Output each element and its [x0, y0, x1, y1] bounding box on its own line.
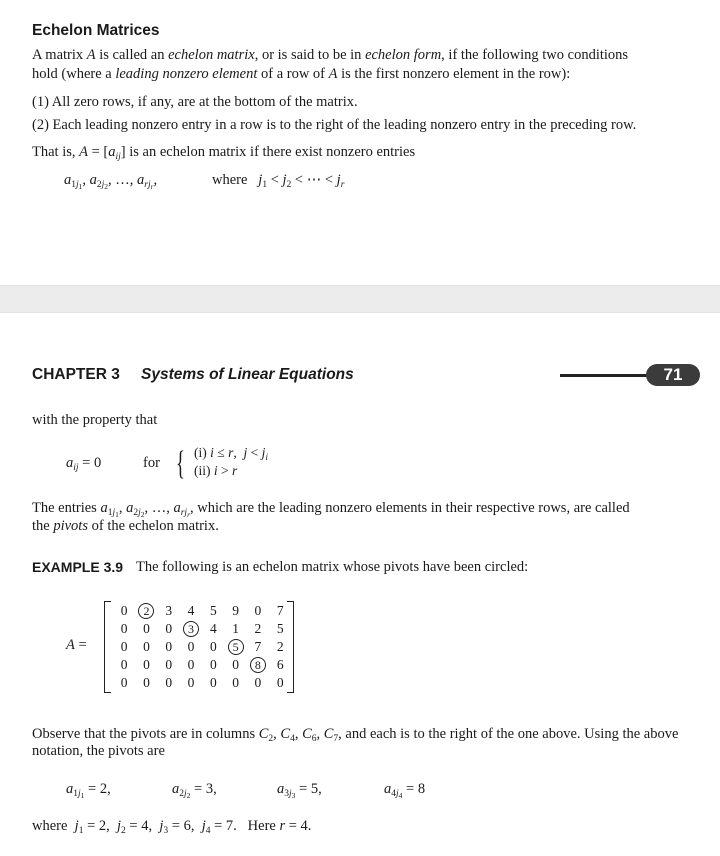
pivot-value-1: $a_{1j_1} = 2$, [66, 781, 111, 800]
matrix-cell: 0 [120, 621, 128, 636]
matrix-row-4 [113, 656, 291, 674]
example-caption: The following is an echelon matrix whose pivots have been circled: [136, 559, 529, 575]
matrix-cell: 0 [209, 639, 217, 654]
closing-line: where $j_1 = 2$, $j_2 = 4$, $j_3 = 6$, $j_4 = 7$. Here r = 4. [32, 818, 312, 836]
chapter-title: Systems of Linear Equations [141, 366, 354, 383]
pivots-line-1: The entries $a_{1j_1}$, $a_{2j_2}$, …, $a_{rj_r}$, which are the leading nonzero elements in their respective rows, are called [32, 500, 630, 519]
matrix-cell: 0 [143, 639, 150, 654]
matrix-cell: 0 [209, 675, 217, 690]
matrix-cell: 0 [120, 675, 128, 690]
condition-2: (2) Each leading nonzero entry in a row is to the right of the leading nonzero entry in the preceding row. [32, 117, 637, 133]
chapter-label: CHAPTER 3 [32, 366, 120, 383]
matrix-cell: 0 [232, 675, 239, 690]
nonzero-entries-formula: $a_{1j_1}$, $a_{2j_2}$, …, $a_{rj_r}$, [64, 172, 158, 191]
ordering-formula: where $j_1 < j_2$ < ⋯ < $j_r$ [212, 172, 345, 190]
matrix-cell: 6 [276, 657, 284, 672]
that-is-line: That is, $A = [a_{ij}]$ is an echelon matrix if there exist nonzero entries [32, 144, 416, 162]
matrix-cell: 0 [254, 603, 262, 618]
intro-line-2: hold (where a leading nonzero element of a row of A is the first nonzero element in the row): [32, 66, 571, 82]
matrix-cell: 4 [187, 603, 195, 618]
matrix-cell: 0 [143, 657, 150, 672]
matrix-name: A = [66, 637, 87, 653]
observe-line-1: Observe that the pivots are in columns $C_2$, $C_4$, $C_6$, $C_7$, and each is to the right of the one above. Using the above [32, 726, 679, 744]
matrix-cell: 0 [165, 675, 173, 690]
matrix-cell: 0 [165, 621, 173, 636]
matrix-row-2 [113, 620, 291, 638]
matrix-cell: 2 [276, 639, 284, 654]
pivot-value-2: $a_{2j_2} = 3$, [172, 781, 217, 800]
matrix-cell: 1 [232, 621, 239, 636]
pivot-value-4: $a_{4j_4} = 8$ [384, 781, 426, 800]
page-number: 71 [646, 364, 700, 386]
matrix-row-5 [113, 674, 291, 692]
matrix-cell: 0 [187, 657, 195, 672]
matrix-cell: 0 [120, 657, 128, 672]
matrix-cell: 0 [120, 639, 128, 654]
left-brace: { [176, 445, 185, 482]
page-gap [0, 285, 720, 313]
matrix-cell: 7 [276, 603, 284, 618]
matrix-cell: 0 [232, 657, 239, 672]
case-1: (i) i ≤ r, $j < j_i$ [194, 445, 268, 463]
intro-line-1: A matrix A is called an echelon matrix, or is said to be in echelon form, if the following two conditions [32, 47, 629, 63]
matrix-cell-pivot: 8 [247, 656, 269, 674]
matrix-cell: 0 [276, 675, 284, 690]
matrix-cell: 7 [254, 639, 262, 654]
matrix-cell: 0 [187, 639, 195, 654]
matrix-cell: 0 [143, 675, 150, 690]
condition-1: (1) All zero rows, if any, are at the bottom of the matrix. [32, 94, 358, 110]
example-label: EXAMPLE 3.9 [32, 559, 124, 575]
matrix-cell: 0 [143, 621, 150, 636]
matrix-cell: 4 [209, 621, 217, 636]
matrix-cell-pivot: 2 [135, 602, 157, 620]
matrix-cell-pivot: 3 [180, 620, 202, 638]
for-word: for [143, 455, 160, 471]
matrix-cell: 0 [165, 639, 173, 654]
matrix-row-3 [113, 638, 291, 656]
case-2: (ii) i > r [194, 463, 238, 478]
property-intro: with the property that [32, 412, 158, 428]
pivots-line-2: the pivots of the echelon matrix. [32, 518, 219, 534]
matrix-cell-pivot: 5 [224, 638, 246, 656]
matrix-cell: 2 [254, 621, 262, 636]
matrix-cell: 0 [254, 675, 262, 690]
matrix-cell: 9 [232, 603, 239, 618]
matrix-cell: 5 [209, 603, 217, 618]
matrix-row-1 [113, 602, 291, 620]
matrix-cell: 0 [165, 657, 173, 672]
section-heading: Echelon Matrices [32, 22, 160, 39]
matrix-cell: 0 [209, 657, 217, 672]
aij-zero-formula: $a_{ij} = 0$ [66, 455, 102, 473]
echelon-matrix [104, 601, 294, 693]
matrix-cell: 3 [165, 603, 173, 618]
matrix-cell: 0 [187, 675, 195, 690]
chapter-rule [560, 374, 655, 377]
matrix-cell: 5 [276, 621, 284, 636]
matrix-cell: 0 [120, 603, 128, 618]
observe-line-2: notation, the pivots are [32, 743, 165, 759]
pivot-value-3: $a_{3j_3} = 5$, [277, 781, 322, 800]
